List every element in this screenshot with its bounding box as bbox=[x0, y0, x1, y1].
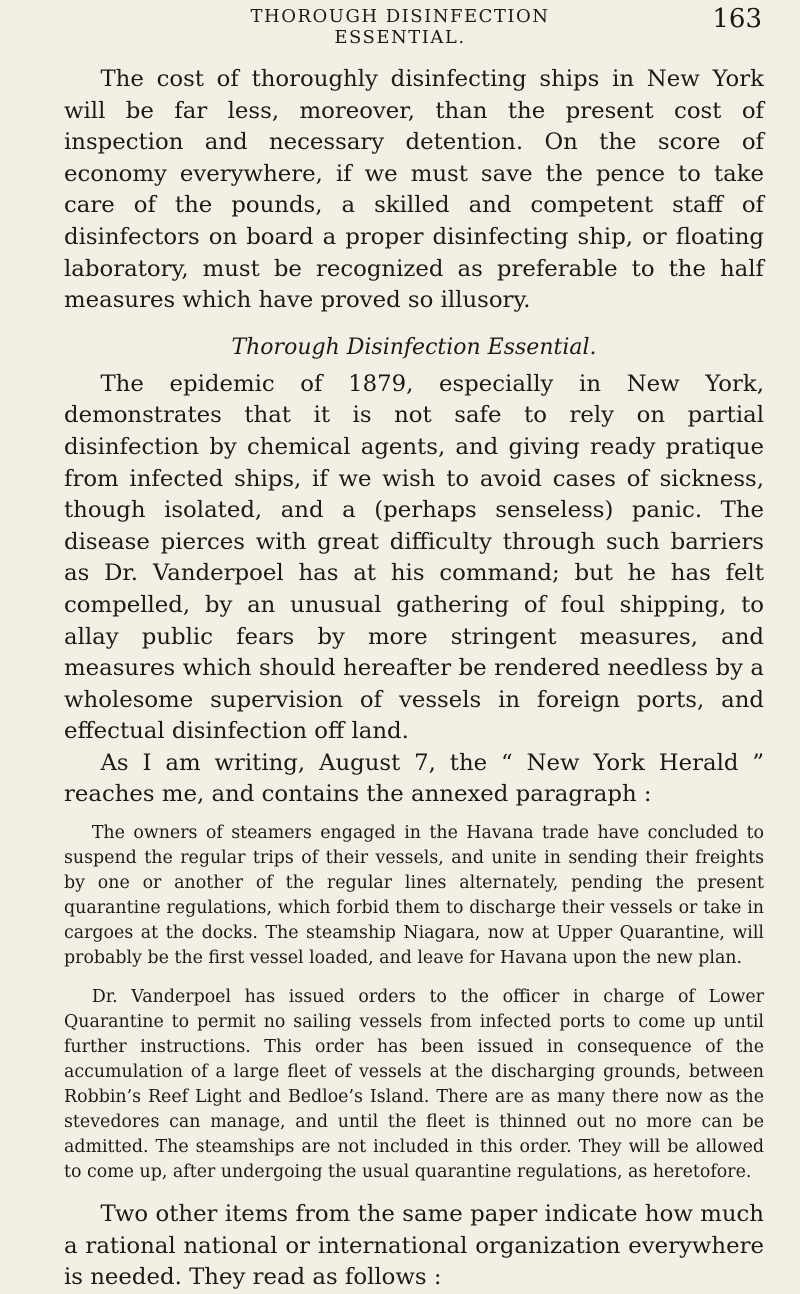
section-heading: Thorough Disinfection Essential. bbox=[231, 334, 597, 360]
running-head bbox=[0, 4, 800, 48]
running-title: THOROUGH DISINFECTION ESSENTIAL. bbox=[250, 6, 550, 48]
page-number: 163 bbox=[712, 4, 762, 34]
paragraph-other-items: Two other items from the same paper indicate how much a rational national or international organization everywhere is needed. They read as follows : bbox=[64, 1201, 764, 1291]
quoted-paragraph-havana-trade: The owners of steamers engaged in the Havana trade have concluded to suspend the regular trips of their vessels, and unite in sending their freights by one or another of the regular lines alternately, pending the present quarantine regulations, which forbid them to discharge their vessels or take in cargoes at the docks. The steamship Niagara, now at Upper Quarantine, will probably be the first vessel loaded, and leave for Havana upon the new plan. bbox=[64, 823, 764, 969]
paragraph-epidemic-1879: The epidemic of 1879, especially in New York, demonstrates that it is not safe to rely on partial disinfection by chemical agents, and giving ready pratique from infected ships, if we wish to avoid cases of sickness, though isolated, and a (perhaps senseless) panic. The disease pierces with great difficulty through such barriers as Dr. Vanderpoel has at his command; but he has felt compelled, by an unusual gathering of foul shipping, to allay public fears by more stringent measures, and measures which should hereafter be rendered needless by a wholesome supervision of vessels in foreign ports, and effectual disinfection off land. bbox=[64, 370, 764, 745]
page-body bbox=[64, 64, 764, 1294]
paragraph-herald-intro: As I am writing, August 7, the “ New York Herald ” reaches me, and contains the annexed paragraph : bbox=[64, 749, 764, 808]
paragraph-cost-of-disinfection: The cost of thoroughly disinfecting ships in New York will be far less, moreover, than the present cost of inspection and necessary detention. On the score of economy everywhere, if we must save the pence to take care of the pounds, a skilled and competent staff of disinfectors on board a proper disinfecting ship, or floating laboratory, must be recognized as preferable to the half measures which have proved so illusory. bbox=[64, 66, 764, 314]
quoted-paragraph-vanderpoel-orders: Dr. Vanderpoel has issued orders to the officer in charge of Lower Quarantine to permit no sailing vessels from infected ports to come up until further instructions. This order has been issued in consequence of the accumulation of a large fleet of vessels at the discharging grounds, between Robbin’s Reef Light and Bedloe’s Island. There are as many there now as the stevedores can manage, and until the fleet is thinned out no more can be admitted. The steamships are not included in this order. They will be allowed to come up, after undergoing the usual quarantine regulations, as heretofore. bbox=[64, 987, 764, 1183]
